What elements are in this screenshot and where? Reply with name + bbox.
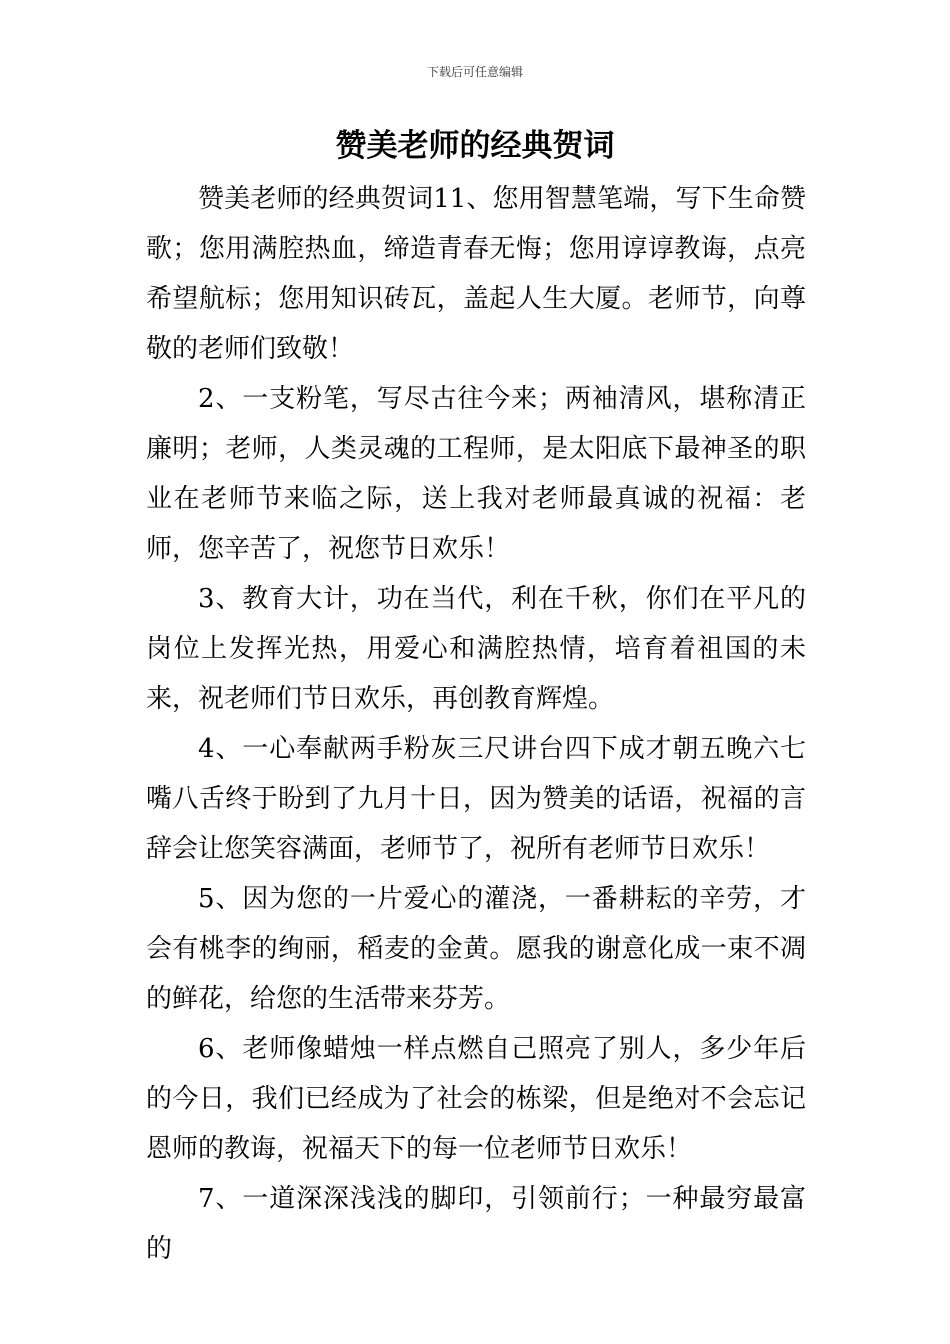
header-note: 下载后可任意编辑 (426, 65, 523, 79)
paragraph-3: 3、教育大计，功在当代，利在千秋，你们在平凡的岗位上发挥光热，用爱心和满腔热情，培育着祖国的未来，祝老师们节日欢乐，再创教育辉煌。 (146, 584, 806, 714)
paragraph-6: 6、老师像蜡烛一样点燃自己照亮了别人，多少年后的今日，我们已经成为了社会的栋梁，但是绝对不会忘记恩师的教诲，祝福天下的每一位老师节日欢乐！ (146, 1034, 806, 1164)
paragraph-4: 4、一心奉献两手粉灰三尺讲台四下成才朝五晚六七嘴八舌终于盼到了九月十日，因为赞美的话语，祝福的言辞会让您笑容满面，老师节了，祝所有老师节日欢乐！ (146, 734, 806, 864)
paragraph-7: 7、一道深深浅浅的脚印，引领前行；一种最穷最富的 (146, 1184, 806, 1264)
paragraph-5: 5、因为您的一片爱心的灌浇，一番耕耘的辛劳，才会有桃李的绚丽，稻麦的金黄。愿我的谢意化成一束不凋的鲜花，给您的生活带来芬芳。 (146, 884, 806, 1014)
document-body (146, 174, 806, 1274)
document-title: 赞美老师的经典贺词 (335, 128, 615, 164)
paragraph-2: 2、一支粉笔，写尽古往今来；两袖清风，堪称清正廉明；老师，人类灵魂的工程师，是太阳底下最神圣的职业在老师节来临之际，送上我对老师最真诚的祝福：老师，您辛苦了，祝您节日欢乐！ (146, 384, 806, 564)
paragraph-1: 赞美老师的经典贺词11、您用智慧笔端，写下生命赞歌；您用满腔热血，缔造青春无悔；您用谆谆教诲，点亮希望航标；您用知识砖瓦，盖起人生大厦。老师节，向尊敬的老师们致敬！ (146, 184, 806, 364)
